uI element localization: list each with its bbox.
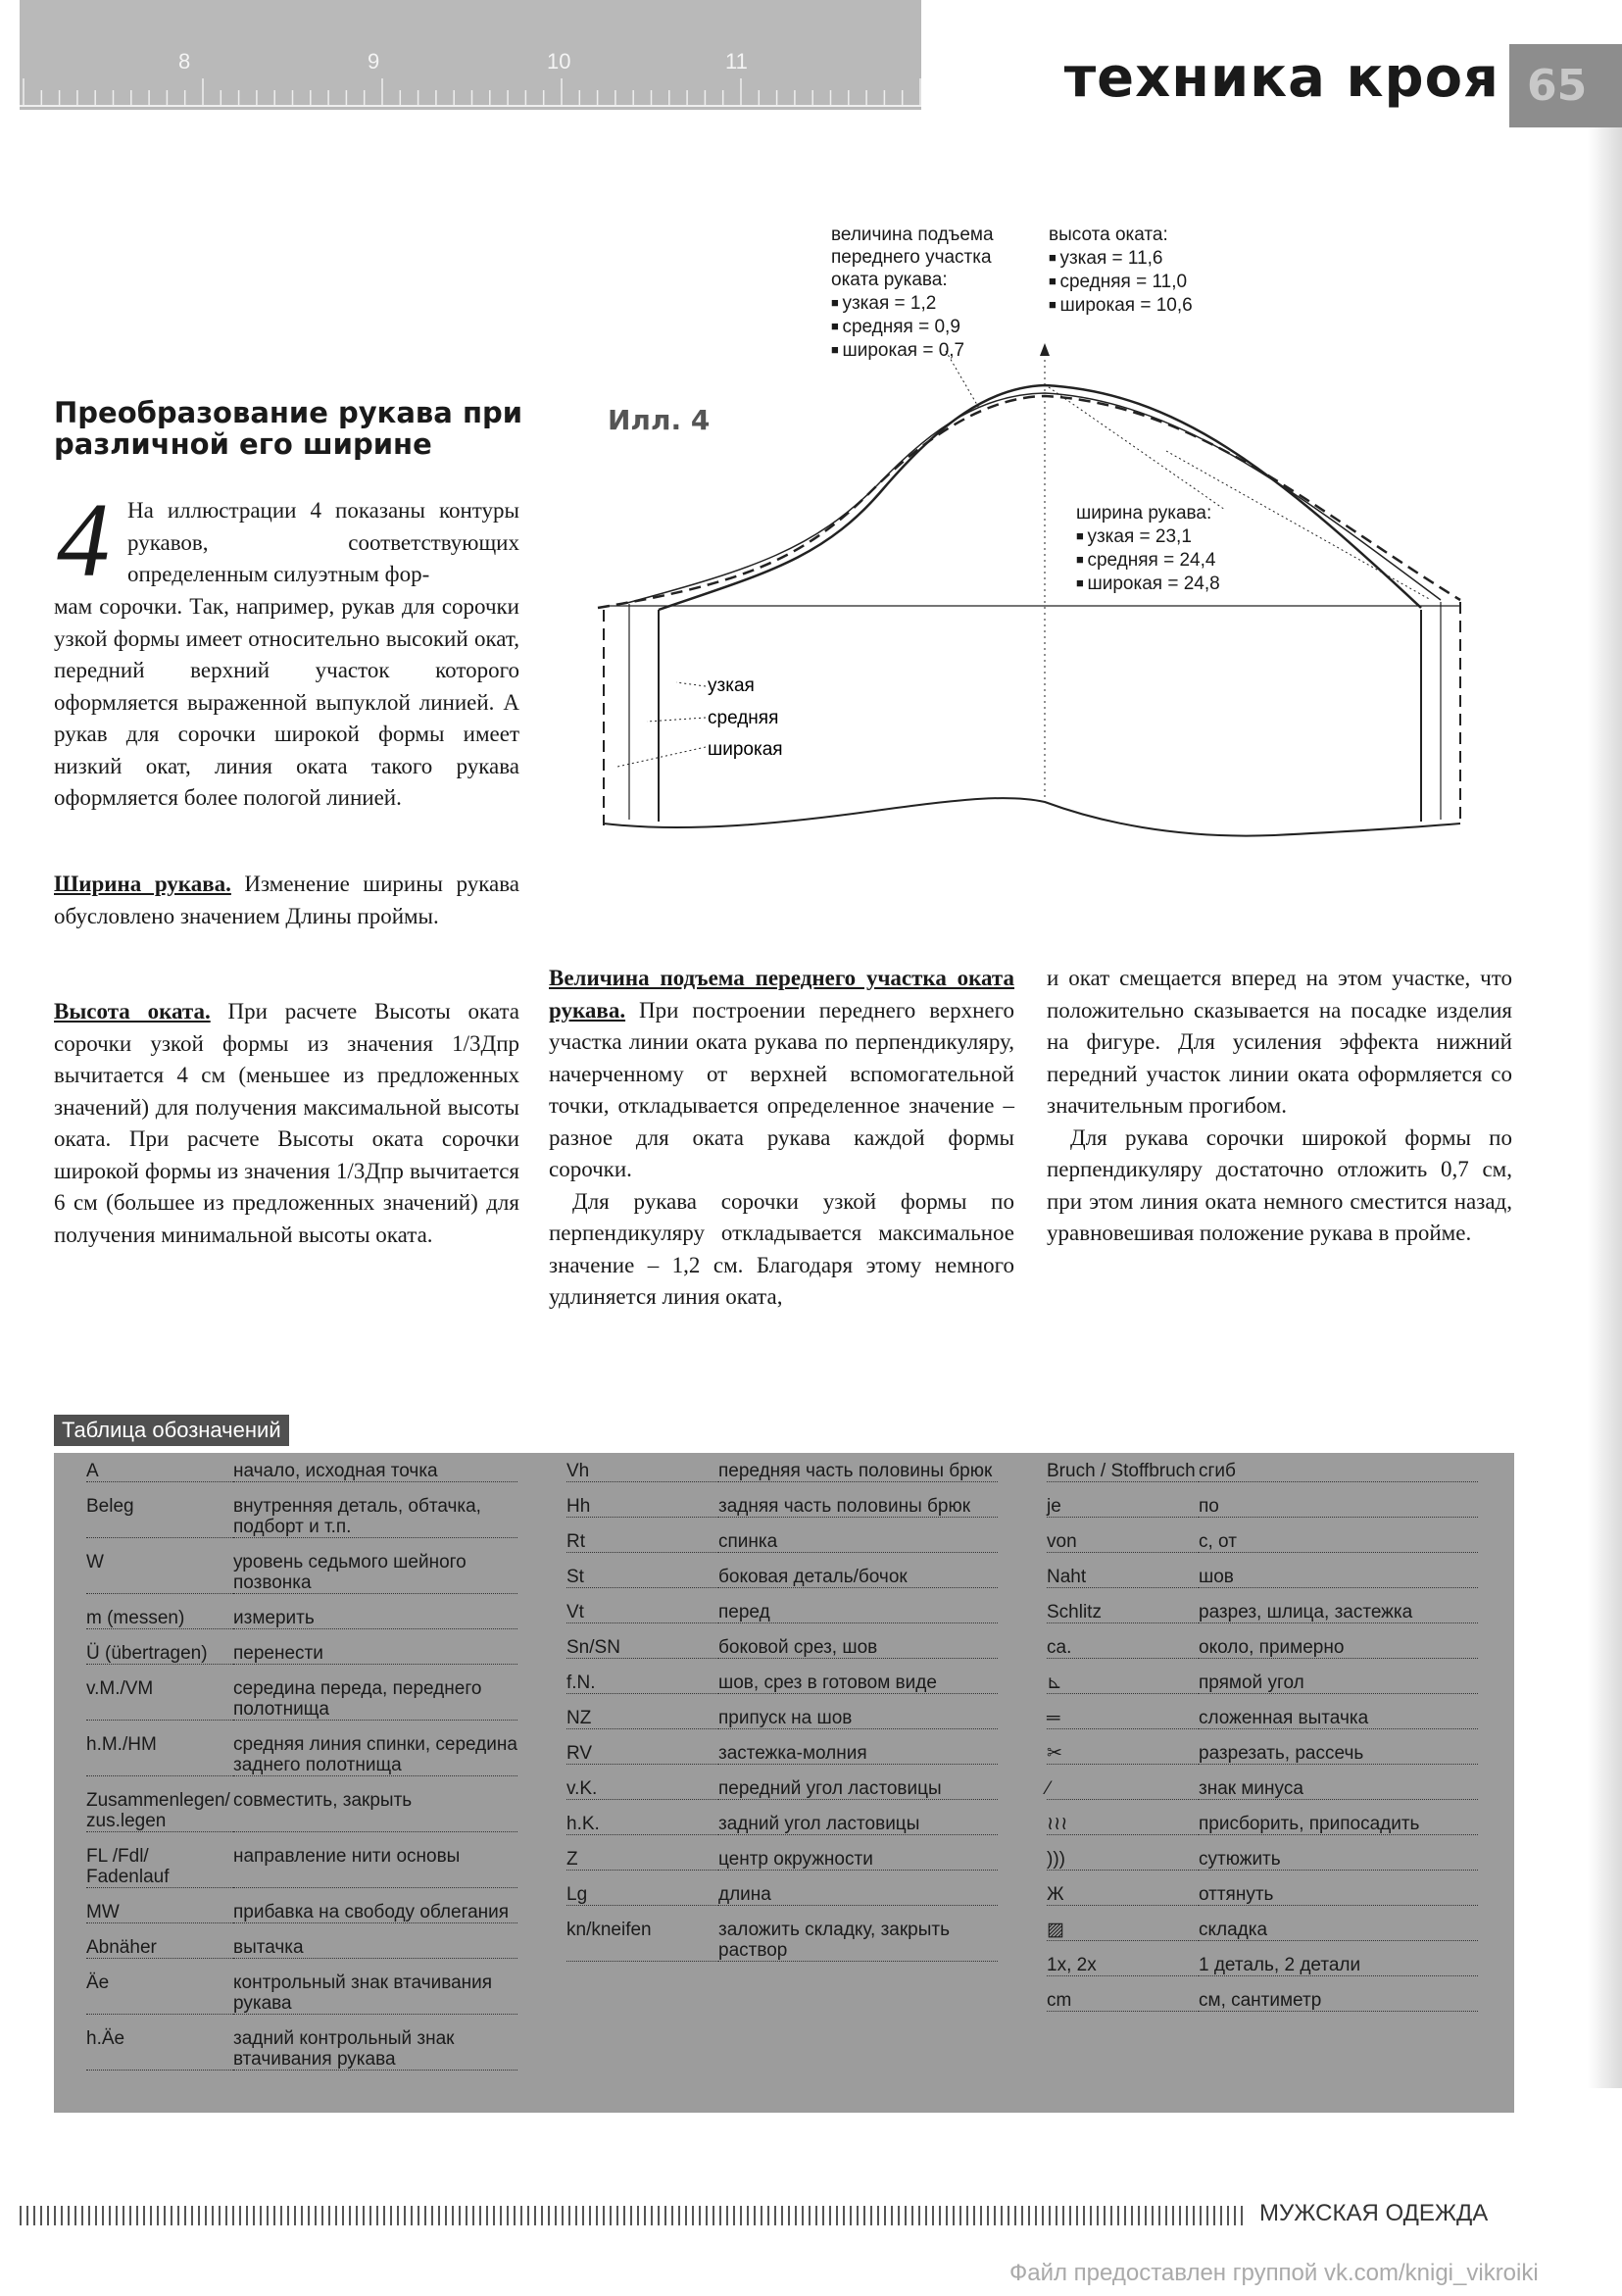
legend-meaning: боковая деталь/бочок — [718, 1567, 998, 1588]
intro-paragraph-rest: мам сорочки. Так, например, рукав для сорочки узкой формы имеет относительно высокий окат, передний верхний участок которого оформляется выраженной выпуклой линией. А рукав для сорочки широкой формы имеет низкий окат, линия оката такого рукава оформляется более пологой линией. — [54, 594, 519, 810]
front-rise-title: Величина подъема переднего участка оката рукава. — [549, 966, 1014, 1023]
legend-row — [1047, 1567, 1478, 1588]
legend-row — [566, 1920, 998, 1962]
legend-row — [1047, 1990, 1478, 2012]
legend-meaning: сутюжить — [1199, 1849, 1478, 1871]
legend-row — [1047, 1602, 1478, 1623]
legend-meaning: уровень седьмого шейного позвонка — [233, 1552, 517, 1594]
legend-meaning: перенести — [233, 1643, 517, 1665]
legend-meaning: прямой угол — [1199, 1672, 1478, 1694]
legend-abbreviation: St — [566, 1567, 718, 1588]
legend-row — [566, 1496, 998, 1518]
callout-item: ■ широкая = 24,8 — [1076, 572, 1220, 595]
legend-row — [566, 1778, 998, 1800]
legend-meaning: задний контрольный знак втачивания рукава — [233, 2028, 517, 2071]
legend-meaning: начало, исходная точка — [233, 1461, 517, 1482]
legend-meaning: середина переда, переднего полотнища — [233, 1678, 517, 1721]
legend-abbreviation: A — [86, 1461, 233, 1482]
callout-item: ■ узкая = 1,2 — [831, 291, 994, 315]
legend-meaning: совместить, закрыть — [233, 1790, 517, 1832]
legend-row — [566, 1602, 998, 1623]
legend-meaning: прибавка на свободу облегания — [233, 1902, 517, 1923]
legend-meaning: припуск на шов — [718, 1708, 998, 1729]
legend-meaning: перед — [718, 1602, 998, 1623]
legend-abbreviation: cm — [1047, 1990, 1199, 2012]
callout-title-line: ширина рукава: — [1076, 503, 1212, 524]
legend-meaning: шов — [1199, 1567, 1478, 1588]
legend-abbreviation: f.N. — [566, 1672, 718, 1694]
sleeve-outline-narrow — [659, 385, 1421, 610]
legend-abbreviation: 1x, 2x — [1047, 1955, 1199, 1976]
legend-meaning: заложить складку, закрыть раствор — [718, 1920, 998, 1962]
legend-meaning: контрольный знак втачивания рукава — [233, 1972, 517, 2015]
legend-row — [1047, 1531, 1478, 1553]
legend-row — [1047, 1955, 1478, 1976]
legend-meaning: см, сантиметр — [1199, 1990, 1478, 2012]
legend-abbreviation: Vh — [566, 1461, 718, 1482]
legend-abbreviation: ═ — [1047, 1708, 1199, 1729]
legend-row — [566, 1672, 998, 1694]
legend-abbreviation: h.Äe — [86, 2028, 233, 2071]
magazine-name: МУЖСКАЯ ОДЕЖДА — [1259, 2200, 1489, 2226]
legend-abbreviation: Ж — [1047, 1884, 1199, 1906]
legend-abbreviation: kn/kneifen — [566, 1920, 718, 1962]
legend-row — [86, 1734, 517, 1776]
legend-row — [86, 1496, 517, 1538]
legend-row — [86, 1461, 517, 1482]
legend-abbreviation: RV — [566, 1743, 718, 1765]
legend-row — [86, 1972, 517, 2015]
illustration-label: Илл. 4 — [608, 404, 711, 436]
legend-row — [566, 1461, 998, 1482]
footer-bar — [20, 2206, 1245, 2225]
legend-row — [86, 1902, 517, 1923]
legend-row — [1047, 1637, 1478, 1659]
watermark-text: Файл предоставлен группой vk.com/knigi_vikroiki — [1009, 2260, 1539, 2286]
legend-abbreviation: ⊾ — [1047, 1672, 1199, 1694]
callout-item: ■ средняя = 11,0 — [1049, 270, 1193, 293]
legend-meaning: застежка-молния — [718, 1743, 998, 1765]
legend-abbreviation: ✂ — [1047, 1743, 1199, 1765]
legend-abbreviation: ca. — [1047, 1637, 1199, 1659]
legend-row — [1047, 1849, 1478, 1871]
line-label-narrow: узкая — [708, 675, 755, 696]
legend-row — [86, 1643, 517, 1665]
cap-height-paragraph — [54, 996, 519, 1251]
legend-abbreviation: FL /Fdl/ Fadenlauf — [86, 1846, 233, 1888]
legend-abbreviation: Lg — [566, 1884, 718, 1906]
callout-item: ■ средняя = 0,9 — [831, 315, 994, 338]
legend-row — [1047, 1814, 1478, 1835]
ruler-number: 9 — [368, 49, 380, 74]
legend-meaning: 1 деталь, 2 детали — [1199, 1955, 1478, 1976]
legend-row — [1047, 1708, 1478, 1729]
legend-meaning: измерить — [233, 1608, 517, 1629]
legend-row — [1047, 1778, 1478, 1800]
legend-row — [566, 1884, 998, 1906]
front-rise-callout — [831, 224, 994, 362]
article-heading: Преобразование рукава при различной его ширине — [54, 396, 523, 461]
legend-row — [86, 1678, 517, 1721]
legend-meaning: присборить, припосадить — [1199, 1814, 1478, 1835]
legend-row — [1047, 1672, 1478, 1694]
legend-abbreviation: ▨ — [1047, 1920, 1199, 1941]
continuation-paragraph: и окат смещается вперед на этом участке, что положительно сказывается на посадке изделия на фигуре. Для усиления эффекта нижний передний участок линии оката оформляется со значительным прогибом. — [1047, 966, 1512, 1118]
legend-meaning: длина — [718, 1884, 998, 1906]
legend-row — [86, 1608, 517, 1629]
legend-abbreviation: h.K. — [566, 1814, 718, 1835]
callout-item: ■ средняя = 24,4 — [1076, 548, 1220, 572]
legend-abbreviation: v.K. — [566, 1778, 718, 1800]
sleeve-width-text: Изменение ширины рукава обусловлено значением Длины проймы. — [54, 872, 519, 928]
legend-abbreviation: h.M./HM — [86, 1734, 233, 1776]
legend-meaning: центр окружности — [718, 1849, 998, 1871]
sleeve-diagram — [0, 0, 1622, 882]
legend-row — [1047, 1461, 1478, 1482]
line-label-wide: широкая — [708, 739, 783, 760]
line-label-medium: средняя — [708, 708, 779, 728]
legend-row — [566, 1637, 998, 1659]
callout-title-line: переднего участка — [831, 247, 992, 268]
legend-meaning: около, примерно — [1199, 1637, 1478, 1659]
section-title: техника кроя — [1063, 46, 1499, 110]
legend-meaning: разрез, шлица, застежка — [1199, 1602, 1478, 1623]
front-rise-paragraph — [549, 963, 1014, 1186]
legend-abbreviation: je — [1047, 1496, 1199, 1518]
legend-abbreviation: Abnäher — [86, 1937, 233, 1959]
callout-title-line: оката рукава: — [831, 270, 948, 290]
callout-item: ■ широкая = 10,6 — [1049, 293, 1193, 317]
wide-sleeve-paragraph: Для рукава сорочки широкой формы по перпендикуляру достаточно отложить 0,7 см, при этом линия оката немного сместится назад, уравновешивая положение рукава в пройме. — [1047, 1124, 1512, 1245]
legend-column-1 — [86, 1461, 517, 2084]
legend-row — [86, 1937, 517, 1959]
legend-abbreviation: ≀≀≀ — [1047, 1814, 1199, 1835]
cap-height-text: При расчете Высоты оката сорочки узкой формы из значения 1/3Дпр вычитается 4 см (меньшее из предложенных значений) для получения максимальной высоты оката. При расчете Высоты оката сорочки широкой формы из значения 1/3Дпр вычитается 6 см (большее из предложенных значений) для получения минимальной высоты оката. — [54, 999, 519, 1247]
legend-meaning: боковой срез, шов — [718, 1637, 998, 1659]
legend-abbreviation: ⁄ — [1047, 1778, 1199, 1800]
legend-meaning: направление нити основы — [233, 1846, 517, 1888]
legend-meaning: по — [1199, 1496, 1478, 1518]
middle-column — [549, 963, 1014, 1314]
legend-abbreviation: MW — [86, 1902, 233, 1923]
legend-meaning: вытачка — [233, 1937, 517, 1959]
ruler-number: 8 — [178, 49, 191, 74]
legend-abbreviation: m (messen) — [86, 1608, 233, 1629]
legend-abbreviation: Zusammenlegen/ zus.legen — [86, 1790, 233, 1832]
callout-item: ■ широкая = 0,7 — [831, 338, 994, 362]
legend-title: Таблица обозначений — [54, 1415, 289, 1446]
legend-row — [566, 1531, 998, 1553]
sleeve-outline-wide — [598, 396, 1460, 608]
legend-meaning: средняя линия спинки, середина заднего полотнища — [233, 1734, 517, 1775]
legend-meaning: внутренняя деталь, обтачка, подборт и т.п. — [233, 1496, 517, 1538]
ruler-number: 11 — [725, 49, 748, 74]
legend-meaning: знак минуса — [1199, 1778, 1478, 1800]
front-rise-text: При построении переднего верхнего участка линии оката рукава по перпендикуляру, начерченному от верхней вспомогательной точки, откладывается определенное значение – разное для оката рукава каждой формы сорочки. — [549, 997, 1014, 1181]
legend-abbreviation: Naht — [1047, 1567, 1199, 1588]
legend-meaning: сгиб — [1199, 1461, 1478, 1482]
narrow-sleeve-paragraph: Для рукава сорочки узкой формы по перпендикуляру откладывается максимальное значение – 1,2 см. Благодаря этому немного удлиняется линия оката, — [549, 1188, 1014, 1309]
legend-meaning: сложенная вытачка — [1199, 1708, 1478, 1729]
legend-column-2 — [566, 1461, 998, 1975]
legend-row — [86, 1790, 517, 1832]
intro-paragraph-start: На иллюстрации 4 показаны контуры рукавов, соответствующих определенным силуэтным фор- — [127, 498, 519, 586]
legend-row — [566, 1708, 998, 1729]
legend-meaning: передняя часть половины брюк — [718, 1461, 998, 1482]
legend-abbreviation: Sn/SN — [566, 1637, 718, 1659]
legend-row — [566, 1567, 998, 1588]
legend-row — [86, 2028, 517, 2071]
legend-abbreviation: Äe — [86, 1972, 233, 2015]
legend-row — [1047, 1920, 1478, 1941]
cap-height-title: Высота оката. — [54, 999, 211, 1023]
legend-abbreviation: Ü (übertragen) — [86, 1643, 233, 1665]
legend-abbreviation: Beleg — [86, 1496, 233, 1538]
legend-abbreviation: von — [1047, 1531, 1199, 1553]
legend-meaning: спинка — [718, 1531, 998, 1553]
sleeve-width-title: Ширина рукава. — [54, 872, 231, 896]
legend-row — [86, 1846, 517, 1888]
legend-abbreviation: v.M./VM — [86, 1678, 233, 1721]
legend-row — [1047, 1884, 1478, 1906]
legend-meaning: оттянуть — [1199, 1884, 1478, 1906]
legend-meaning: разрезать, рассечь — [1199, 1743, 1478, 1765]
legend-meaning: с, от — [1199, 1531, 1478, 1553]
legend-meaning: задний угол ластовицы — [718, 1814, 998, 1835]
legend-meaning: складка — [1199, 1920, 1478, 1941]
legend-abbreviation: Schlitz — [1047, 1602, 1199, 1623]
legend-row — [566, 1814, 998, 1835]
drop-cap: 4 — [57, 482, 110, 599]
legend-abbreviation: Z — [566, 1849, 718, 1871]
sleeve-width-callout — [1076, 502, 1220, 595]
legend-column-3 — [1047, 1461, 1478, 2025]
legend-abbreviation: ))) — [1047, 1849, 1199, 1871]
legend-meaning: задняя часть половины брюк — [718, 1496, 998, 1518]
legend-abbreviation: Rt — [566, 1531, 718, 1553]
legend-abbreviation: W — [86, 1552, 233, 1594]
legend-row — [566, 1849, 998, 1871]
legend-abbreviation: NZ — [566, 1708, 718, 1729]
ruler-number: 10 — [547, 49, 571, 74]
legend-row — [1047, 1743, 1478, 1765]
right-column — [1047, 963, 1512, 1250]
legend-meaning: передний угол ластовицы — [718, 1778, 998, 1800]
legend-abbreviation: Vt — [566, 1602, 718, 1623]
callout-item: ■ узкая = 11,6 — [1049, 246, 1193, 270]
callout-title-line: высота оката: — [1049, 225, 1168, 245]
legend-row — [1047, 1496, 1478, 1518]
callout-title-line: величина подъема — [831, 225, 994, 245]
legend-row — [566, 1743, 998, 1765]
legend-abbreviation: Bruch / Stoffbruch — [1047, 1461, 1199, 1482]
legend-meaning: шов, срез в готовом виде — [718, 1672, 998, 1694]
legend-row — [86, 1552, 517, 1594]
page-number: 65 — [1509, 44, 1622, 127]
legend-abbreviation: Hh — [566, 1496, 718, 1518]
sleeve-hem-line — [604, 798, 1460, 835]
cap-height-callout — [1049, 224, 1193, 317]
callout-item: ■ узкая = 23,1 — [1076, 524, 1220, 548]
